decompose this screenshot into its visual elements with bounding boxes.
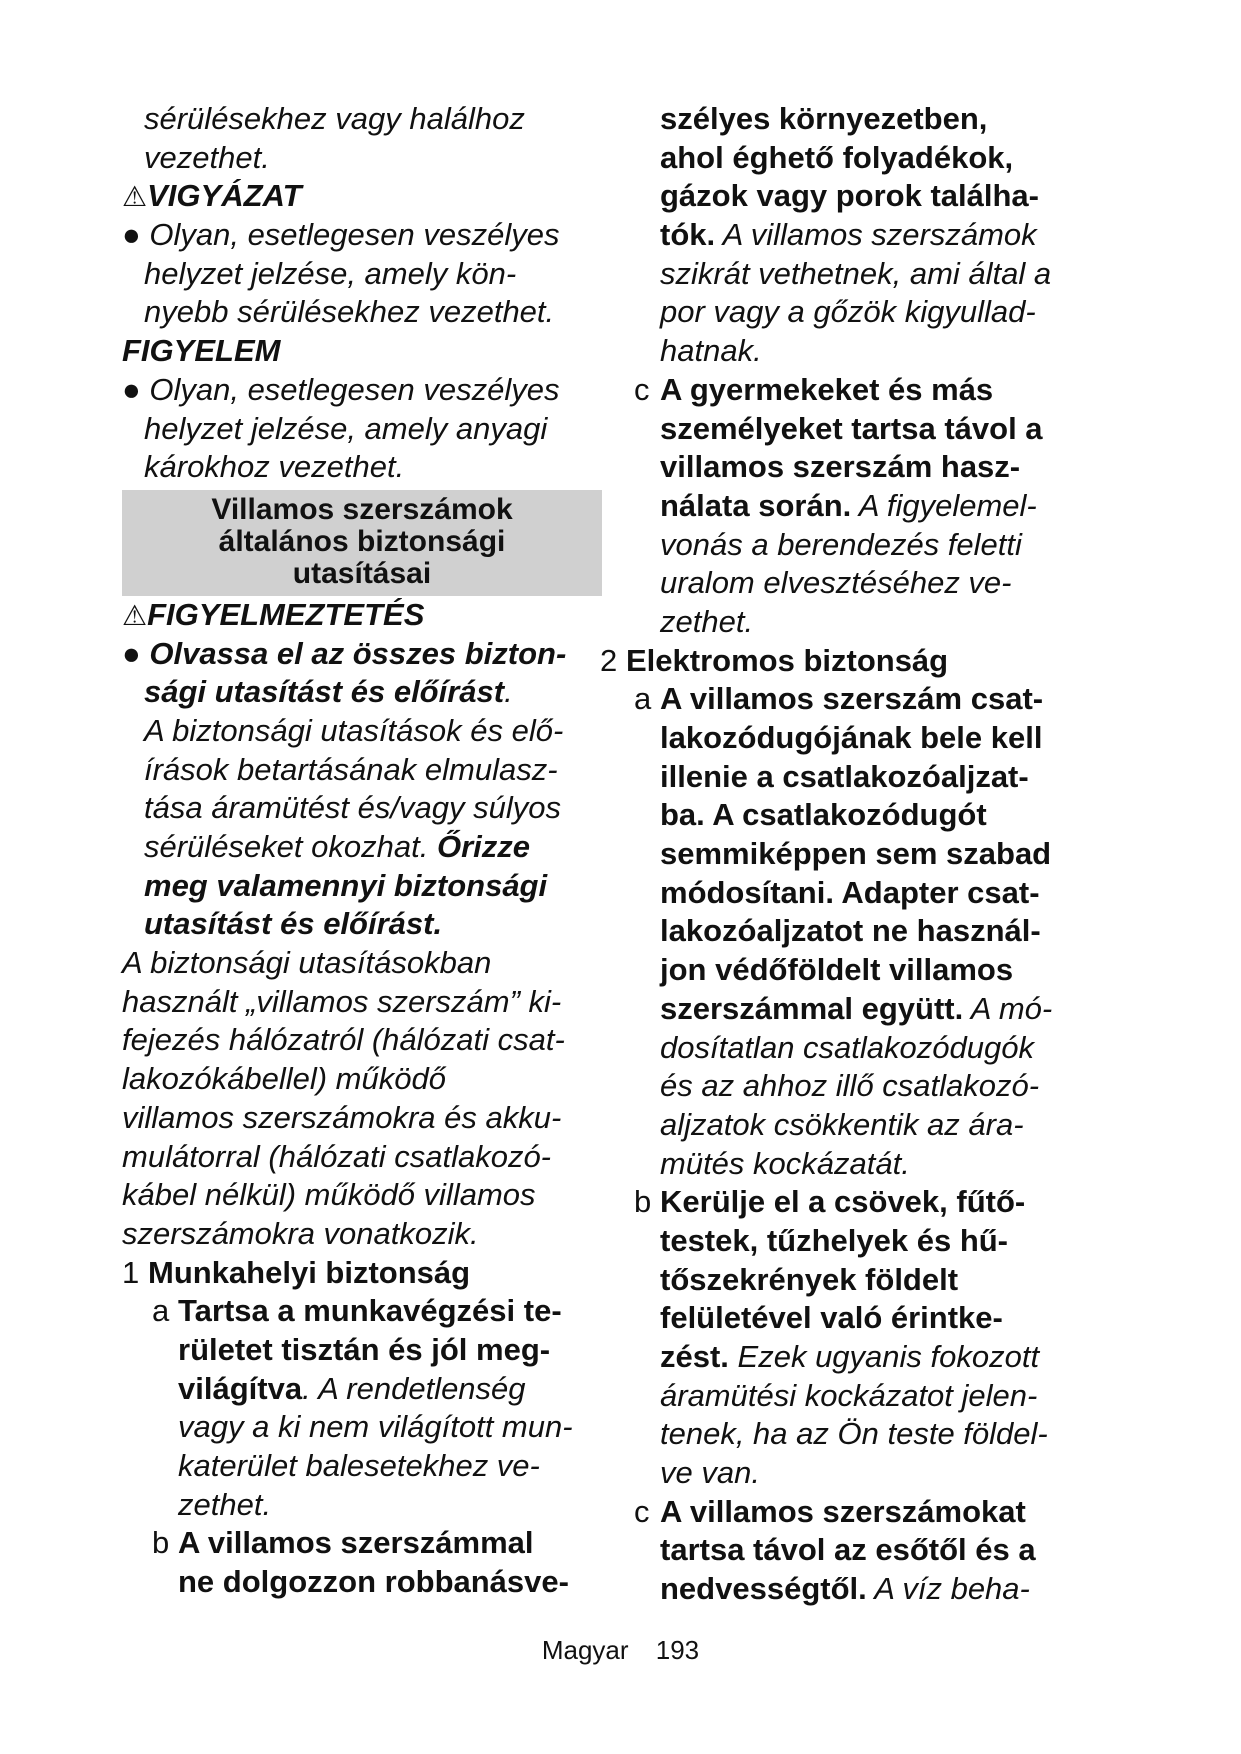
bullet-icon: ● (122, 635, 141, 671)
bullet-item: ● Olyan, esetlegesen veszélyes (122, 217, 560, 253)
text-line: zést. Ezek ugyanis fokozott (660, 1339, 1040, 1374)
text-line: vezethet. (144, 139, 270, 175)
text-line: nedvességtől. A víz beha- (660, 1571, 1030, 1607)
caution-heading: ⚠VIGYÁZAT (122, 178, 302, 214)
text-line: illenie a csatlakozóaljzat- (660, 758, 1029, 794)
text-line: ne dolgozzon robbanásve- (178, 1564, 569, 1600)
text-line: tőszekrények földelt (660, 1261, 959, 1297)
section-heading-line: Villamos szerszámok (211, 492, 513, 526)
text-line: A biztonsági utasításokban (122, 945, 492, 981)
warning-triangle-icon: ⚠ (122, 599, 148, 631)
bullet-item: ● Olvassa el az összes bizton- (122, 635, 567, 671)
section-heading-box (122, 490, 602, 596)
text-line: kábel nélkül) működő villamos (122, 1177, 536, 1213)
left-column (122, 100, 602, 1602)
bullet-icon: ● (122, 217, 141, 253)
bullet-item: ● Olyan, esetlegesen veszélyes (122, 371, 560, 407)
text-line: módosítani. Adapter csat- (660, 874, 1040, 910)
text-line: sági utasítást és előírást. (144, 674, 513, 710)
text-line: szikrát vethetnek, ami által a (660, 255, 1052, 291)
page-footer (0, 1635, 1241, 1665)
text-line: por vagy a gőzök kigyullad- (660, 294, 1036, 330)
text-line: sérülésekhez vagy halálhoz (144, 101, 525, 136)
text-line: vagy a ki nem világított mun- (178, 1409, 573, 1445)
subsection-item: c A gyermekeket és más (634, 371, 994, 407)
text-line: testek, tűzhelyek és hű- (660, 1222, 1009, 1258)
text-line: gázok vagy porok találha- (660, 178, 1039, 214)
text-line: felületével való érintke- (660, 1300, 1003, 1336)
text-line: és az ahhoz illő csatlakozó- (660, 1068, 1040, 1104)
section-heading-line: utasításai (292, 556, 432, 590)
text-line: világítva. A rendetlenség (178, 1370, 526, 1406)
text-line: zethet. (660, 603, 754, 639)
text-line: katerület balesetekhez ve- (178, 1448, 540, 1483)
subsection-item: b Kerülje el a csövek, fűtő- (634, 1184, 1026, 1220)
text-line: tók. A villamos szerszámok (660, 217, 1037, 253)
section-heading-line: általános biztonsági (218, 524, 506, 558)
text-line: szerszámokra vonatkozik. (122, 1215, 479, 1251)
text-line: rületet tisztán és jól meg- (178, 1331, 551, 1367)
text-line: ve van. (660, 1455, 760, 1491)
text-line: ba. A csatlakozódugót (660, 797, 987, 833)
text-line: meg valamennyi biztonsági (144, 867, 548, 903)
text-line: nyebb sérülésekhez vezethet. (144, 294, 555, 330)
text-line: nálata során. A figyelemel- (660, 487, 1037, 523)
text-line: vonás a berendezés feletti (660, 526, 1022, 562)
page-number: 193 (655, 1635, 700, 1665)
text-line: zethet. (178, 1486, 272, 1522)
section-title: 1 Munkahelyi biztonság (122, 1254, 471, 1290)
warning-triangle-icon: ⚠ (122, 181, 148, 213)
warning-heading: ⚠FIGYELMEZTETÉS (122, 596, 425, 632)
text-line: szélyes környezetben, (660, 101, 988, 136)
text-line: használt „villamos szerszám” ki- (122, 983, 562, 1019)
text-line: hatnak. (660, 333, 762, 369)
text-line: ahol éghető folyadékok, (660, 139, 1014, 175)
bullet-icon: ● (122, 371, 141, 407)
text-line: lakozódugójának bele kell (660, 720, 1043, 755)
text-line: mütés kockázatát. (660, 1145, 910, 1181)
text-line: tartsa távol az esőtől és a (660, 1532, 1036, 1568)
text-line: semmiképpen sem szabad (660, 836, 1052, 872)
text-line: dosítatlan csatlakozódugók (660, 1029, 1034, 1065)
text-line: személyeket tartsa távol a (660, 410, 1043, 446)
subsection-item: b A villamos szerszámmal (152, 1525, 534, 1561)
right-column (600, 100, 1130, 1609)
text-line: tása áramütést és/vagy súlyos (144, 790, 561, 826)
section-title: 2 Elektromos biztonság (600, 642, 949, 678)
text-line: írások betartásának elmulasz- (144, 751, 558, 787)
text-line: jon védőföldelt villamos (660, 952, 1014, 988)
text-line: sérüléseket okozhat. Őrizze (144, 829, 530, 864)
text-line: mulátorral (hálózati csatlakozó- (122, 1138, 552, 1174)
subsection-item: c A villamos szerszámokat (634, 1493, 1026, 1529)
notice-heading: FIGYELEM (122, 333, 281, 369)
text-line: villamos szerszámokra és akku- (122, 1099, 562, 1135)
subsection-item: a Tartsa a munkavégzési te- (152, 1293, 562, 1329)
text-line: helyzet jelzése, amely kön- (144, 255, 517, 291)
text-line: aljzatok csökkentik az ára- (660, 1106, 1024, 1142)
text-line: helyzet jelzése, amely anyagi (144, 410, 548, 446)
text-line: villamos szerszám hasz- (660, 449, 1021, 485)
text-line: fejezés hálózatról (hálózati csat- (122, 1022, 565, 1058)
text-line: lakozókábellel) működő (122, 1061, 446, 1097)
text-line: áramütési kockázatot jelen- (660, 1377, 1038, 1413)
text-line: szerszámmal együtt. A mó- (660, 990, 1053, 1026)
text-line: károkhoz vezethet. (144, 449, 405, 485)
text-line: A biztonsági utasítások és elő- (144, 712, 564, 748)
text-line: tenek, ha az Ön teste földel- (660, 1416, 1048, 1452)
subsection-item: a A villamos szerszám csat- (634, 681, 1044, 717)
text-line: utasítást és előírást. (144, 906, 443, 942)
text-line: uralom elvesztéséhez ve- (660, 565, 1012, 601)
text-line: lakozóaljzatot ne használ- (660, 913, 1041, 949)
footer-language: Magyar (541, 1635, 629, 1665)
